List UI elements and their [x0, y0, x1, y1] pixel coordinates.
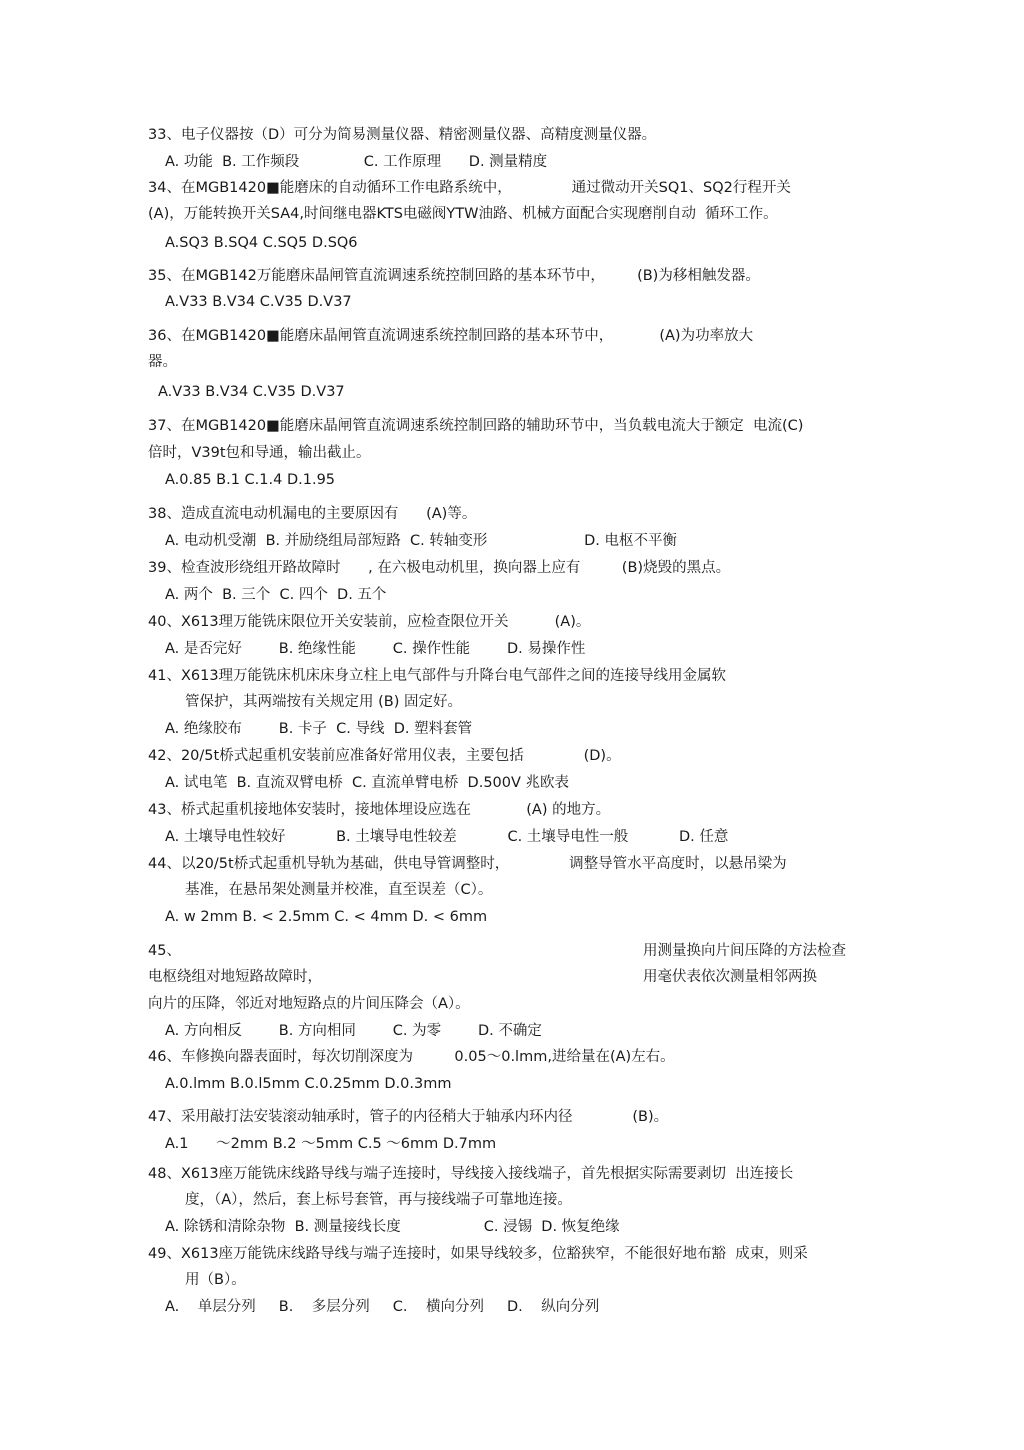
options-38: A. 电动机受潮 B. 并励绕组局部短路 C. 转轴变形 D. 电枢不平衡 [165, 533, 678, 549]
question-38: 38、造成直流电动机漏电的主要原因有 (A)等。 [148, 506, 477, 522]
question-43: 43、桥式起重机接地体安装时，接地体埋设应选在 (A) 的地方。 [148, 802, 611, 818]
question-37: 37、在MGB1420■能磨床晶闸管直流调速系统控制回路的辅助环节中，当负载电流大于额定 电流(C) [148, 418, 804, 434]
question-48-cont: 度，（A），然后，套上标号套管，再与接线端子可靠地连接。 [185, 1192, 572, 1208]
options-37: A.0.85 B.1 C.1.4 D.1.95 [165, 472, 336, 488]
question-41: 41、X613理万能铣床机床床身立柱上电气部件与升降台电气部件之间的连接导线用金属软 [148, 668, 727, 684]
question-39: 39、检查波形绕组开路故障时 , 在六极电动机里，换向器上应有 (B)烧毁的黑点。 [148, 560, 731, 576]
question-48: 48、X613座万能铣床线路导线与端子连接时，导线接入接线端子，首先根据实际需要剥切 出连接长 [148, 1166, 794, 1182]
question-49: 49、X613座万能铣床线路导线与端子连接时，如果导线较多，位豁狭窄，不能很好地布豁 成束，则采 [148, 1246, 808, 1262]
question-45-number: 45、 [148, 943, 181, 959]
options-44: A. w 2mm B. < 2.5mm C. < 4mm D. < 6mm [165, 909, 488, 925]
question-36: 36、在MGB1420■能磨床晶闸管直流调速系统控制回路的基本环节中， (A)为功率放大 [148, 328, 754, 344]
question-46: 46、车修换向器表面时，每次切削深度为 0.05～0.lmm,进给量在(A)左右。 [148, 1049, 675, 1065]
question-40: 40、X613理万能铣床限位开关安装前，应检查限位开关 (A)。 [148, 614, 591, 630]
options-35: A.V33 B.V34 C.V35 D.V37 [165, 294, 352, 310]
question-36-cont: 器。 [148, 354, 177, 370]
question-45-right-2: 用毫伏表依次测量相邻两换 [643, 969, 817, 985]
question-42: 42、20/5t桥式起重机安装前应准备好常用仪表，主要包括 (D)。 [148, 748, 621, 764]
options-34: A.SQ3 B.SQ4 C.SQ5 D.SQ6 [165, 235, 358, 251]
options-45: A. 方向相反 B. 方向相同 C. 为零 D. 不确定 [165, 1023, 542, 1039]
question-45-right-1: 用测量换向片间压降的方法检查 [643, 943, 846, 959]
question-35: 35、在MGB142万能磨床晶闸管直流调速系统控制回路的基本环节中， (B)为移相触发器。 [148, 268, 760, 284]
options-33: A. 功能 B. 工作频段 C. 工作原理 D. 测量精度 [165, 154, 548, 170]
question-37-cont: 倍时，V39t包和导通，输出截止。 [148, 445, 371, 461]
options-40: A. 是否完好 B. 绝缘性能 C. 操作性能 D. 易操作性 [165, 641, 586, 657]
options-36: A.V33 B.V34 C.V35 D.V37 [158, 384, 345, 400]
question-45-left-2: 电枢绕组对地短路故障时， [148, 969, 322, 985]
question-34-cont: (A)，万能转换开关SA4,时间继电器KTS电磁阀YTW油路、机械方面配合实现磨削自动 循环工作。 [148, 206, 778, 222]
question-34: 34、在MGB1420■能磨床的自动循环工作电路系统中， 通过微动开关SQ1、SQ2行程开关 [148, 180, 791, 196]
question-47: 47、采用敲打法安装滚动轴承时，管子的内径稍大于轴承内环内径 (B)。 [148, 1109, 669, 1125]
question-44: 44、以20/5t桥式起重机导轨为基础，供电导管调整时， 调整导管水平高度时，以悬吊梁为 [148, 856, 787, 872]
options-47: A.1 ～2mm B.2 ～5mm C.5 ～6mm D.7mm [165, 1136, 497, 1152]
options-41: A. 绝缘胶布 B. 卡子 C. 导线 D. 塑料套管 [165, 721, 473, 737]
question-33: 33、电子仪器按（D）可分为简易测量仪器、精密测量仪器、高精度测量仪器。 [148, 127, 657, 143]
options-43: A. 土壤导电性较好 B. 土壤导电性较差 C. 土壤导电性一般 D. 任意 [165, 829, 729, 845]
options-48: A. 除锈和清除杂物 B. 测量接线长度 C. 浸锡 D. 恢复绝缘 [165, 1219, 620, 1235]
question-41-cont: 管保护，其两端按有关规定用 (B) 固定好。 [185, 694, 462, 710]
question-44-cont: 基准，在悬吊架处测量并校准，直至误差（C）。 [185, 882, 493, 898]
options-39: A. 两个 B. 三个 C. 四个 D. 五个 [165, 587, 387, 603]
question-45-cont: 向片的压降，邻近对地短路点的片间压降会（A）。 [148, 996, 470, 1012]
options-49: A. 单层分列 B. 多层分列 C. 横向分列 D. 纵向分列 [165, 1299, 600, 1315]
options-42: A. 试电笔 B. 直流双臂电桥 C. 直流单臂电桥 D.500V 兆欧表 [165, 775, 570, 791]
options-46: A.0.lmm B.0.l5mm C.0.25mm D.0.3mm [165, 1076, 452, 1092]
question-49-cont: 用（B）。 [185, 1272, 246, 1288]
